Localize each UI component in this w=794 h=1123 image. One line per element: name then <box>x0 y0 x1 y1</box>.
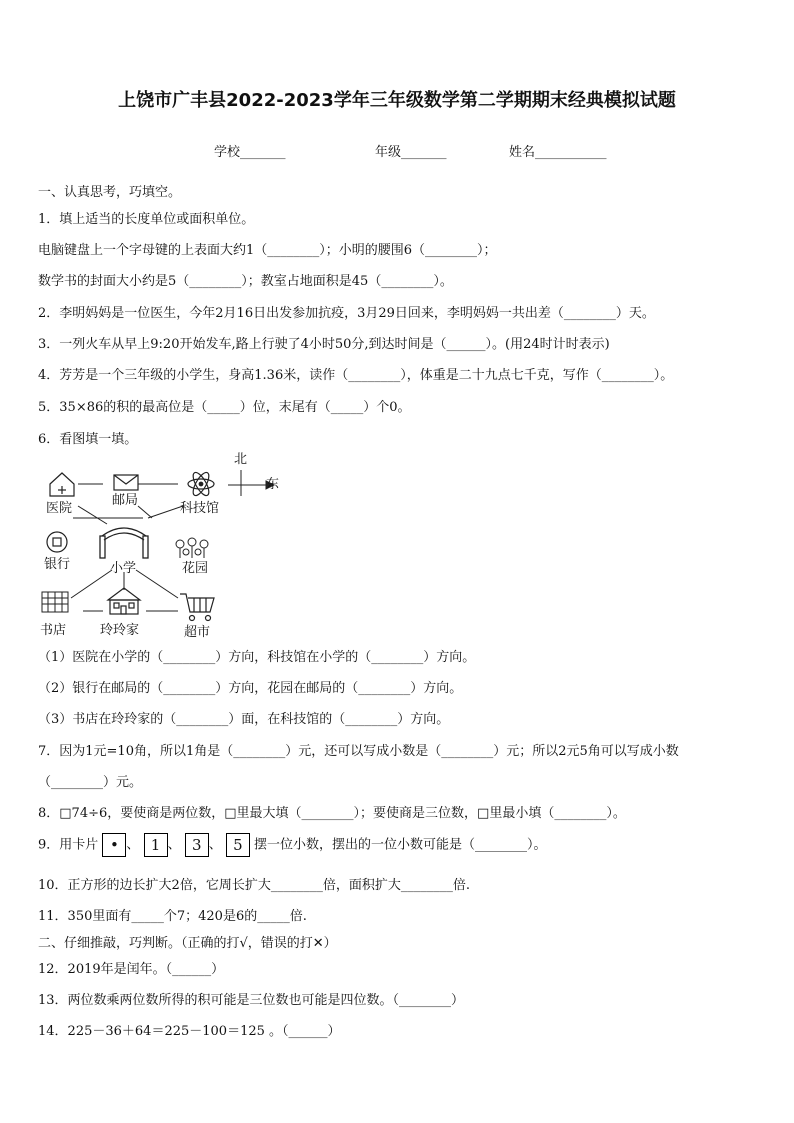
supermarket-label: 超市 <box>184 625 211 640</box>
flower-icon <box>176 538 208 558</box>
page-title: 上饶市广丰县2022-2023学年三年级数学第二学期期末经典模拟试题 <box>118 90 676 111</box>
section-1-heading: 一、认真思考，巧填空。 <box>38 185 182 200</box>
post-office-label: 邮局 <box>112 493 139 508</box>
bank-label: 银行 <box>44 557 71 572</box>
mail-icon <box>114 475 138 490</box>
hospital-label: 医院 <box>46 501 73 516</box>
garden-label: 花园 <box>182 561 209 576</box>
question-14: 14．225－36＋64＝225－100＝125 。（______） <box>38 1024 341 1039</box>
shopping-cart-icon <box>180 594 214 621</box>
coin-icon <box>47 532 67 552</box>
question-9-prefix: 9．用卡片 <box>38 837 99 853</box>
house-icon <box>108 588 140 614</box>
card-separator: 、 <box>126 837 140 853</box>
question-9 <box>38 833 547 857</box>
question-6-stem: 6．看图填一填。 <box>38 432 138 447</box>
question-6-sub-1: （1）医院在小学的（________）方向，科技馆在小学的（________）方向。 <box>38 650 476 665</box>
books-icon <box>42 592 68 612</box>
question-9-suffix: 摆一位小数，摆出的一位小数可能是（________）。 <box>254 837 547 853</box>
question-7-line-2: （________）元。 <box>38 775 143 790</box>
school-label: 小学 <box>110 561 137 576</box>
card-three: 3 <box>185 833 209 857</box>
bookstore-label: 书店 <box>40 623 67 638</box>
question-1-stem: 1．填上适当的长度单位或面积单位。 <box>38 212 255 227</box>
card-separator: 、 <box>208 837 222 853</box>
section-2-heading: 二、仔细推敲，巧判断。（正确的打√，错误的打✕） <box>38 936 337 951</box>
question-5: 5．35×86的积的最高位是（_____）位，末尾有（_____）个0。 <box>38 400 411 415</box>
question-12: 12．2019年是闰年。（______） <box>38 962 225 977</box>
card-dot: • <box>102 833 126 857</box>
compass-east-label: 东 <box>266 477 280 492</box>
home-label: 玲玲家 <box>100 623 140 638</box>
card-one: 1 <box>144 833 168 857</box>
question-7-line-1: 7．因为1元=10角，所以1角是（________）元，还可以写成小数是（________）元；所以2元5角可以写成小数 <box>38 744 679 759</box>
compass-north-label: 北 <box>234 452 248 467</box>
card-separator: 、 <box>167 837 181 853</box>
card-five: 5 <box>226 833 250 857</box>
atom-icon <box>188 470 214 498</box>
question-11: 11．350里面有_____个7；420是6的_____倍. <box>38 909 307 924</box>
school-gate-icon <box>100 528 148 558</box>
question-8: 8．□74÷6，要使商是两位数，□里最大填（________）；要使商是三位数，□里最小填（________）。 <box>38 806 626 821</box>
question-6-sub-3: （3）书店在玲玲家的（________）面，在科技馆的（________）方向。 <box>38 712 450 727</box>
hospital-icon <box>50 473 74 496</box>
grade-field: 年级_______ <box>375 145 447 160</box>
question-1-line-2: 数学书的封面大小约是5（________）；教室占地面积是45（________）。 <box>38 274 453 289</box>
name-field: 姓名___________ <box>509 145 607 160</box>
question-2: 2．李明妈妈是一位医生，今年2月16日出发参加抗疫，3月29日回来，李明妈妈一共出差（________）天。 <box>38 306 655 321</box>
question-13: 13．两位数乘两位数所得的积可能是三位数也可能是四位数。（________） <box>38 993 465 1008</box>
question-6-sub-2: （2）银行在邮局的（________）方向，花园在邮局的（________）方向。 <box>38 681 463 696</box>
question-4: 4．芳芳是一个三年级的小学生，身高1.36米，读作（________），体重是二十九点七千克，写作（________）。 <box>38 368 674 383</box>
question-1-line-1: 电脑键盘上一个字母键的上表面大约1（________）；小明的腰围6（________）； <box>38 243 497 258</box>
direction-map <box>28 448 298 643</box>
question-3: 3．一列火车从早上9:20开始发车,路上行驶了4小时50分,到达时间是（______）。(用24时计时表示) <box>38 337 610 352</box>
science-museum-label: 科技馆 <box>180 501 220 516</box>
school-field: 学校_______ <box>214 145 286 160</box>
question-10: 10．正方形的边长扩大2倍，它周长扩大________倍，面积扩大________倍. <box>38 878 470 893</box>
